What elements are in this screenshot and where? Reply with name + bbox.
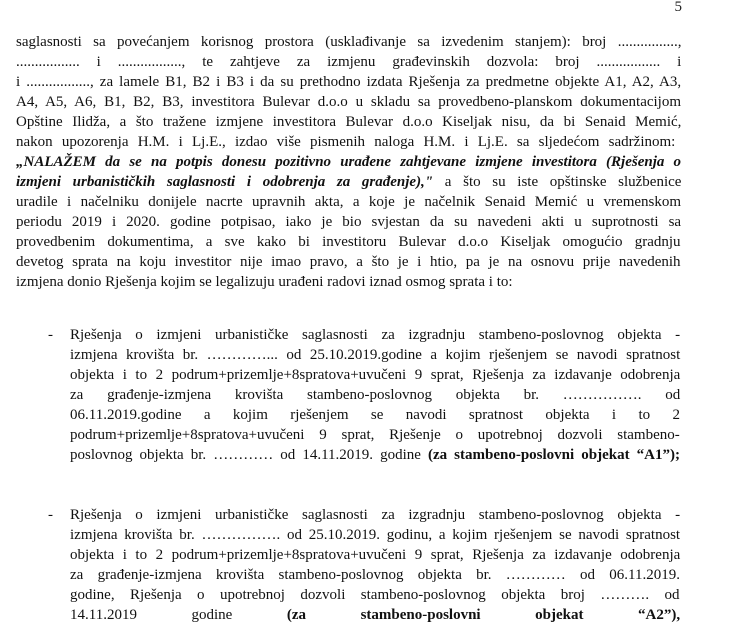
quote-text: izmjeni urbanističkih saglasnosti i odobrenja za građenje)," [16,174,434,190]
quote-line [16,152,681,172]
text-span: i ................., za lamele B1, B2 i B3 i da su prethodno izdata Rješenja za predmetne objekte A1, A2, A3, [16,74,682,90]
paragraph-line [16,272,513,292]
paragraph-line [16,232,681,252]
text-span: objekta i to 2 podrum+prizemlje+8spratova+uvučeni 9 sprat, Rješenja za izdavanje odobrenja [70,547,681,563]
paragraph-line [16,72,681,92]
bullet-line [70,585,680,605]
bullet-text: poslovnog objekta br. ………… od 14.11.2019. godine [70,447,428,463]
text-span: uradile i načelniku donijele nacrte upravnih akta, a koje je načelnik Senaid Memić u vremenskom [16,194,682,210]
paragraph-line [16,192,681,212]
text-span: ................. i ................., te zahtjeve za izmjenu građevinskih dozvola: broj ................. i [16,54,682,70]
paragraph-line [16,92,681,112]
bullet-line [70,525,680,545]
bullet-line [70,505,680,525]
text-span: 06.11.2019.godine a kojim rješenjem se navodi spratnost objekta i to 2 [70,407,680,423]
text-span: Rješenja o izmjeni urbanističke saglasnosti za izgradnju stambeno-poslovnog objekta - [70,507,681,523]
paragraph-line [16,112,681,132]
paragraph-line [16,32,681,52]
bullet-dash: - [48,327,53,343]
text-span: saglasnosti sa povećanjem korisnog prostora (usklađivanje sa izvedenim stanjem): broj ................, [16,34,682,50]
bullet-line [70,445,680,465]
bullet-line [70,605,680,625]
paragraph-line [16,212,681,232]
bullet-line [70,345,680,365]
bullet-line [70,545,680,565]
bullet-line [70,405,680,425]
bullet-line [70,565,680,585]
text-span: izmjena krovišta br. ……………. od 25.10.2019. godinu, a kojim rješenjem se navodi spratnost [70,527,681,543]
text-span: Opštine Ilidža, a što tražene izmjene investitora Bulevar d.o.o Kiseljak nisu, da bi Senaid Memić, [16,114,682,130]
paragraph-line [16,132,675,152]
text-span: za građenje-izmjena krovišta stambeno-poslovnog objekta br. ………… od 06.11.2019. [70,567,680,583]
paragraph-line [16,252,681,272]
text-span: devetog sprata na koju investitor nije imao pravo, a što je i htio, pa je na osnovu prije navedenih [16,254,681,270]
page-number: 5 [674,0,682,15]
bullet-dash: - [48,507,53,523]
text-span: periodu 2019 i 2020. godine potpisao, iako je bio svjestan da su navedeni akti u suprotnosti sa [16,214,682,230]
bullet-line [70,365,680,385]
text-span: izmjena krovišta br. …………... od 25.10.2019.godine a kojim rješenjem se navodi spratnost [70,347,681,363]
text-span: izmjena donio Rješenja kojim se legalizuju urađeni radovi iznad osmog sprata i to: [16,274,513,290]
text-span: provedbenim dokumentima, a sve kako bi investitoru Bulevar d.o.o Kiseljak omogućio gradnju [16,234,681,250]
bullet-line [70,325,680,345]
bullet-text: 14.11.2019 godine [70,607,287,623]
bullet-line [70,385,680,405]
text-span: godine, Rješenja o upotrebnoj dozvoli stambeno-poslovnog objekta broj ………. od [70,587,680,603]
text-span: objekta i to 2 podrum+prizemlje+8spratova+uvučeni 9 sprat, Rješenja za izdavanje odobrenja [70,367,681,383]
text-span: A4, A5, A6, B1, B2, B3, investitora Bulevar d.o.o u skladu sa provedbeno-planskom dokumentacijom [16,94,682,110]
text-span: za građenje-izmjena krovišta stambeno-poslovnog objekta br. ……………. od [70,387,681,403]
paragraph-text: a što su iste opštinske službenice [433,174,682,190]
paragraph-line [16,52,681,72]
bullet-line [70,425,680,445]
object-label: (za stambeno-poslovni objekat “A1”); [427,447,680,463]
text-span: Rješenja o izmjeni urbanističke saglasnosti za izgradnju stambeno-poslovnog objekta - [70,327,681,343]
quote-text: „NALAŽEM da se na potpis donesu pozitivno urađene zahtjevane izmjene investitora (Rješenja o [16,154,682,170]
text-span: nakon upozorenja H.M. i Lj.E., izdao više pismenih naloga H.M. i Lj.E. sa sljedećom sadržinom: [16,134,676,150]
quote-line [16,172,681,192]
text-span: podrum+prizemlje+8spratova+uvučeni 9 sprat, Rješenje o upotrebnoj dozvoli stambeno- [70,427,680,443]
object-label: (za stambeno-poslovni objekat “A2”), [286,607,681,623]
